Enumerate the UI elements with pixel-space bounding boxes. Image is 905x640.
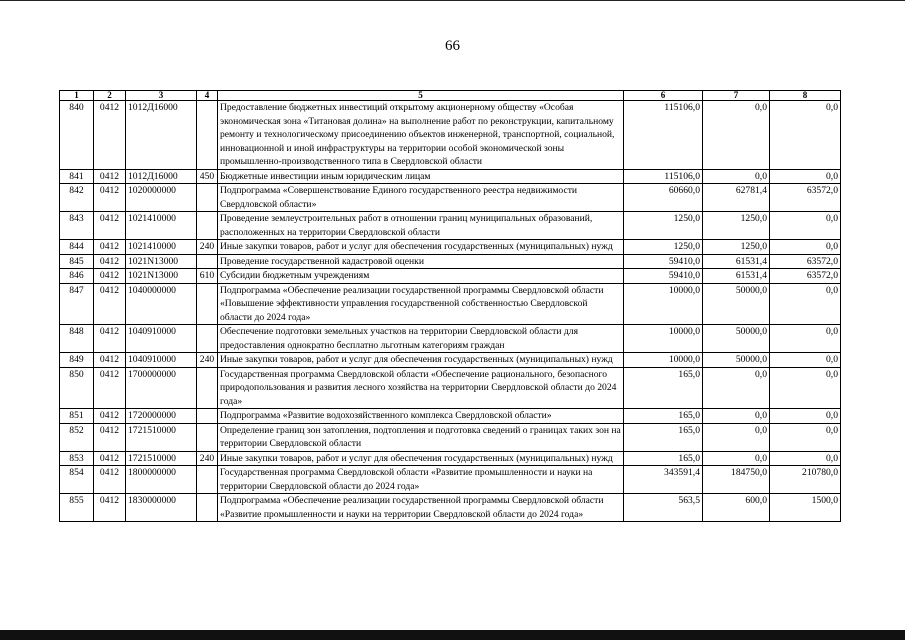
header-cell: 3 bbox=[126, 91, 197, 101]
row-number-cell: 848 bbox=[60, 325, 94, 353]
target-article-cell: 1012Д16000 bbox=[126, 101, 197, 170]
amount-col6-cell: 563,5 bbox=[624, 494, 703, 522]
table-row bbox=[60, 283, 841, 325]
amount-col6-cell: 165,0 bbox=[624, 451, 703, 466]
target-article-cell: 1020000000 bbox=[126, 184, 197, 212]
expense-type-cell: 240 bbox=[197, 451, 218, 466]
target-article-cell: 1040000000 bbox=[126, 283, 197, 325]
item-name-cell: Проведение государственной кадастровой оценки bbox=[218, 254, 624, 269]
amount-col7-cell: 0,0 bbox=[703, 367, 770, 409]
amount-col8-cell: 0,0 bbox=[770, 101, 841, 170]
table-row bbox=[60, 409, 841, 424]
amount-col7-cell: 50000,0 bbox=[703, 283, 770, 325]
amount-col7-cell: 0,0 bbox=[703, 101, 770, 170]
amount-col6-cell: 1250,0 bbox=[624, 212, 703, 240]
row-number-cell: 841 bbox=[60, 169, 94, 184]
item-name-cell: Подпрограмма «Развитие водохозяйственного комплекса Свердловской области» bbox=[218, 409, 624, 424]
row-number-cell: 849 bbox=[60, 353, 94, 368]
row-number-cell: 850 bbox=[60, 367, 94, 409]
table-body bbox=[60, 101, 841, 522]
amount-col6-cell: 115106,0 bbox=[624, 169, 703, 184]
row-number-cell: 846 bbox=[60, 269, 94, 284]
amount-col6-cell: 10000,0 bbox=[624, 283, 703, 325]
expense-type-cell bbox=[197, 423, 218, 451]
amount-col8-cell: 210780,0 bbox=[770, 466, 841, 494]
amount-col7-cell: 0,0 bbox=[703, 451, 770, 466]
amount-col8-cell: 0,0 bbox=[770, 212, 841, 240]
row-number-cell: 851 bbox=[60, 409, 94, 424]
table-row bbox=[60, 466, 841, 494]
amount-col8-cell: 0,0 bbox=[770, 325, 841, 353]
amount-col8-cell: 63572,0 bbox=[770, 254, 841, 269]
table-row bbox=[60, 212, 841, 240]
item-name-cell: Иные закупки товаров, работ и услуг для обеспечения государственных (муниципальных) нужд bbox=[218, 451, 624, 466]
expense-type-cell bbox=[197, 494, 218, 522]
amount-col8-cell: 0,0 bbox=[770, 240, 841, 255]
section-code-cell: 0412 bbox=[94, 466, 126, 494]
expense-type-cell: 240 bbox=[197, 240, 218, 255]
section-code-cell: 0412 bbox=[94, 494, 126, 522]
expense-type-cell: 240 bbox=[197, 353, 218, 368]
target-article-cell: 1040910000 bbox=[126, 325, 197, 353]
amount-col6-cell: 10000,0 bbox=[624, 325, 703, 353]
row-number-cell: 847 bbox=[60, 283, 94, 325]
amount-col8-cell: 0,0 bbox=[770, 423, 841, 451]
header-cell: 6 bbox=[624, 91, 703, 101]
section-code-cell: 0412 bbox=[94, 451, 126, 466]
expense-type-cell bbox=[197, 184, 218, 212]
item-name-cell: Иные закупки товаров, работ и услуг для обеспечения государственных (муниципальных) нужд bbox=[218, 353, 624, 368]
section-code-cell: 0412 bbox=[94, 184, 126, 212]
amount-col7-cell: 0,0 bbox=[703, 423, 770, 451]
section-code-cell: 0412 bbox=[94, 169, 126, 184]
item-name-cell: Государственная программа Свердловской области «Обеспечение рационального, безопасного природопользования и развития лесного хозяйства на территории Свердловской области до 2024 года» bbox=[218, 367, 624, 409]
section-code-cell: 0412 bbox=[94, 283, 126, 325]
amount-col6-cell: 165,0 bbox=[624, 409, 703, 424]
table-row bbox=[60, 367, 841, 409]
header-cell: 7 bbox=[703, 91, 770, 101]
target-article-cell: 1021410000 bbox=[126, 240, 197, 255]
amount-col6-cell: 60660,0 bbox=[624, 184, 703, 212]
header-cell: 1 bbox=[60, 91, 94, 101]
amount-col6-cell: 165,0 bbox=[624, 367, 703, 409]
section-code-cell: 0412 bbox=[94, 240, 126, 255]
row-number-cell: 844 bbox=[60, 240, 94, 255]
item-name-cell: Определение границ зон затопления, подтопления и подготовка сведений о границах таких зон на территории Свердловской области bbox=[218, 423, 624, 451]
expense-type-cell bbox=[197, 283, 218, 325]
table-row bbox=[60, 254, 841, 269]
item-name-cell: Подпрограмма «Совершенствование Единого государственного реестра недвижимости Свердловской области» bbox=[218, 184, 624, 212]
section-code-cell: 0412 bbox=[94, 212, 126, 240]
amount-col7-cell: 0,0 bbox=[703, 409, 770, 424]
table-row bbox=[60, 353, 841, 368]
expense-type-cell bbox=[197, 466, 218, 494]
amount-col6-cell: 10000,0 bbox=[624, 353, 703, 368]
expense-type-cell bbox=[197, 254, 218, 269]
item-name-cell: Субсидии бюджетным учреждениям bbox=[218, 269, 624, 284]
amount-col7-cell: 1250,0 bbox=[703, 240, 770, 255]
amount-col7-cell: 50000,0 bbox=[703, 353, 770, 368]
header-cell: 5 bbox=[218, 91, 624, 101]
item-name-cell: Бюджетные инвестиции иным юридическим лицам bbox=[218, 169, 624, 184]
item-name-cell: Подпрограмма «Обеспечение реализации государственной программы Свердловской области «Развитие промышленности и науки на территории Свердловской области до 2024 года» bbox=[218, 494, 624, 522]
table-row bbox=[60, 325, 841, 353]
section-code-cell: 0412 bbox=[94, 423, 126, 451]
expense-type-cell bbox=[197, 409, 218, 424]
page-number: 66 bbox=[445, 38, 460, 54]
amount-col6-cell: 1250,0 bbox=[624, 240, 703, 255]
table-row bbox=[60, 451, 841, 466]
budget-table bbox=[59, 90, 841, 522]
row-number-cell: 853 bbox=[60, 451, 94, 466]
target-article-cell: 1830000000 bbox=[126, 494, 197, 522]
amount-col7-cell: 61531,4 bbox=[703, 269, 770, 284]
section-code-cell: 0412 bbox=[94, 269, 126, 284]
item-name-cell: Государственная программа Свердловской области «Развитие промышленности и науки на территории Свердловской области до 2024 года» bbox=[218, 466, 624, 494]
table-header-row bbox=[60, 91, 841, 101]
header-cell: 4 bbox=[197, 91, 218, 101]
table-row bbox=[60, 269, 841, 284]
amount-col6-cell: 165,0 bbox=[624, 423, 703, 451]
item-name-cell: Иные закупки товаров, работ и услуг для обеспечения государственных (муниципальных) нужд bbox=[218, 240, 624, 255]
amount-col7-cell: 184750,0 bbox=[703, 466, 770, 494]
target-article-cell: 1800000000 bbox=[126, 466, 197, 494]
target-article-cell: 1012Д16000 bbox=[126, 169, 197, 184]
row-number-cell: 845 bbox=[60, 254, 94, 269]
table-row bbox=[60, 101, 841, 170]
row-number-cell: 843 bbox=[60, 212, 94, 240]
section-code-cell: 0412 bbox=[94, 409, 126, 424]
item-name-cell: Подпрограмма «Обеспечение реализации государственной программы Свердловской области «Повышение эффективности управления государственной собственностью Свердловской области до 2024 года» bbox=[218, 283, 624, 325]
expense-type-cell bbox=[197, 325, 218, 353]
header-cell: 8 bbox=[770, 91, 841, 101]
expense-type-cell: 450 bbox=[197, 169, 218, 184]
amount-col6-cell: 59410,0 bbox=[624, 254, 703, 269]
table-row bbox=[60, 169, 841, 184]
amount-col8-cell: 63572,0 bbox=[770, 269, 841, 284]
section-code-cell: 0412 bbox=[94, 101, 126, 170]
row-number-cell: 842 bbox=[60, 184, 94, 212]
target-article-cell: 1021410000 bbox=[126, 212, 197, 240]
amount-col8-cell: 0,0 bbox=[770, 283, 841, 325]
amount-col7-cell: 61531,4 bbox=[703, 254, 770, 269]
header-cell: 2 bbox=[94, 91, 126, 101]
item-name-cell: Предоставление бюджетных инвестиций открытому акционерному обществу «Особая экономическая зона «Титановая долина» на выполнение работ по реконструкции, капитальному ремонту и технологическому присоединению объектов инженерной, транспортной, социальной, инновационной и иной инфраструктуры на территории особой экономической зоны промышленно-производственного типа в Свердловской области bbox=[218, 101, 624, 170]
amount-col6-cell: 115106,0 bbox=[624, 101, 703, 170]
target-article-cell: 1721510000 bbox=[126, 423, 197, 451]
table-row bbox=[60, 494, 841, 522]
table-row bbox=[60, 184, 841, 212]
target-article-cell: 1721510000 bbox=[126, 451, 197, 466]
item-name-cell: Проведение землеустроительных работ в отношении границ муниципальных образований, расположенных на территории Свердловской области bbox=[218, 212, 624, 240]
amount-col8-cell: 63572,0 bbox=[770, 184, 841, 212]
item-name-cell: Обеспечение подготовки земельных участков на территории Свердловской области для предоставления однократно бесплатно льготным категориям граждан bbox=[218, 325, 624, 353]
row-number-cell: 855 bbox=[60, 494, 94, 522]
section-code-cell: 0412 bbox=[94, 353, 126, 368]
row-number-cell: 852 bbox=[60, 423, 94, 451]
table-row bbox=[60, 240, 841, 255]
row-number-cell: 840 bbox=[60, 101, 94, 170]
section-code-cell: 0412 bbox=[94, 367, 126, 409]
amount-col8-cell: 1500,0 bbox=[770, 494, 841, 522]
amount-col6-cell: 343591,4 bbox=[624, 466, 703, 494]
page-top-edge bbox=[0, 0, 905, 1]
amount-col7-cell: 600,0 bbox=[703, 494, 770, 522]
section-code-cell: 0412 bbox=[94, 325, 126, 353]
amount-col8-cell: 0,0 bbox=[770, 409, 841, 424]
amount-col8-cell: 0,0 bbox=[770, 353, 841, 368]
target-article-cell: 1720000000 bbox=[126, 409, 197, 424]
amount-col8-cell: 0,0 bbox=[770, 367, 841, 409]
target-article-cell: 1700000000 bbox=[126, 367, 197, 409]
amount-col7-cell: 0,0 bbox=[703, 169, 770, 184]
expense-type-cell bbox=[197, 367, 218, 409]
row-number-cell: 854 bbox=[60, 466, 94, 494]
amount-col6-cell: 59410,0 bbox=[624, 269, 703, 284]
amount-col7-cell: 1250,0 bbox=[703, 212, 770, 240]
target-article-cell: 1021N13000 bbox=[126, 254, 197, 269]
expense-type-cell bbox=[197, 212, 218, 240]
table-row bbox=[60, 423, 841, 451]
amount-col8-cell: 0,0 bbox=[770, 451, 841, 466]
amount-col7-cell: 50000,0 bbox=[703, 325, 770, 353]
section-code-cell: 0412 bbox=[94, 254, 126, 269]
amount-col8-cell: 0,0 bbox=[770, 169, 841, 184]
page-bottom-edge bbox=[0, 630, 905, 640]
target-article-cell: 1040910000 bbox=[126, 353, 197, 368]
target-article-cell: 1021N13000 bbox=[126, 269, 197, 284]
expense-type-cell bbox=[197, 101, 218, 170]
expense-type-cell: 610 bbox=[197, 269, 218, 284]
amount-col7-cell: 62781,4 bbox=[703, 184, 770, 212]
